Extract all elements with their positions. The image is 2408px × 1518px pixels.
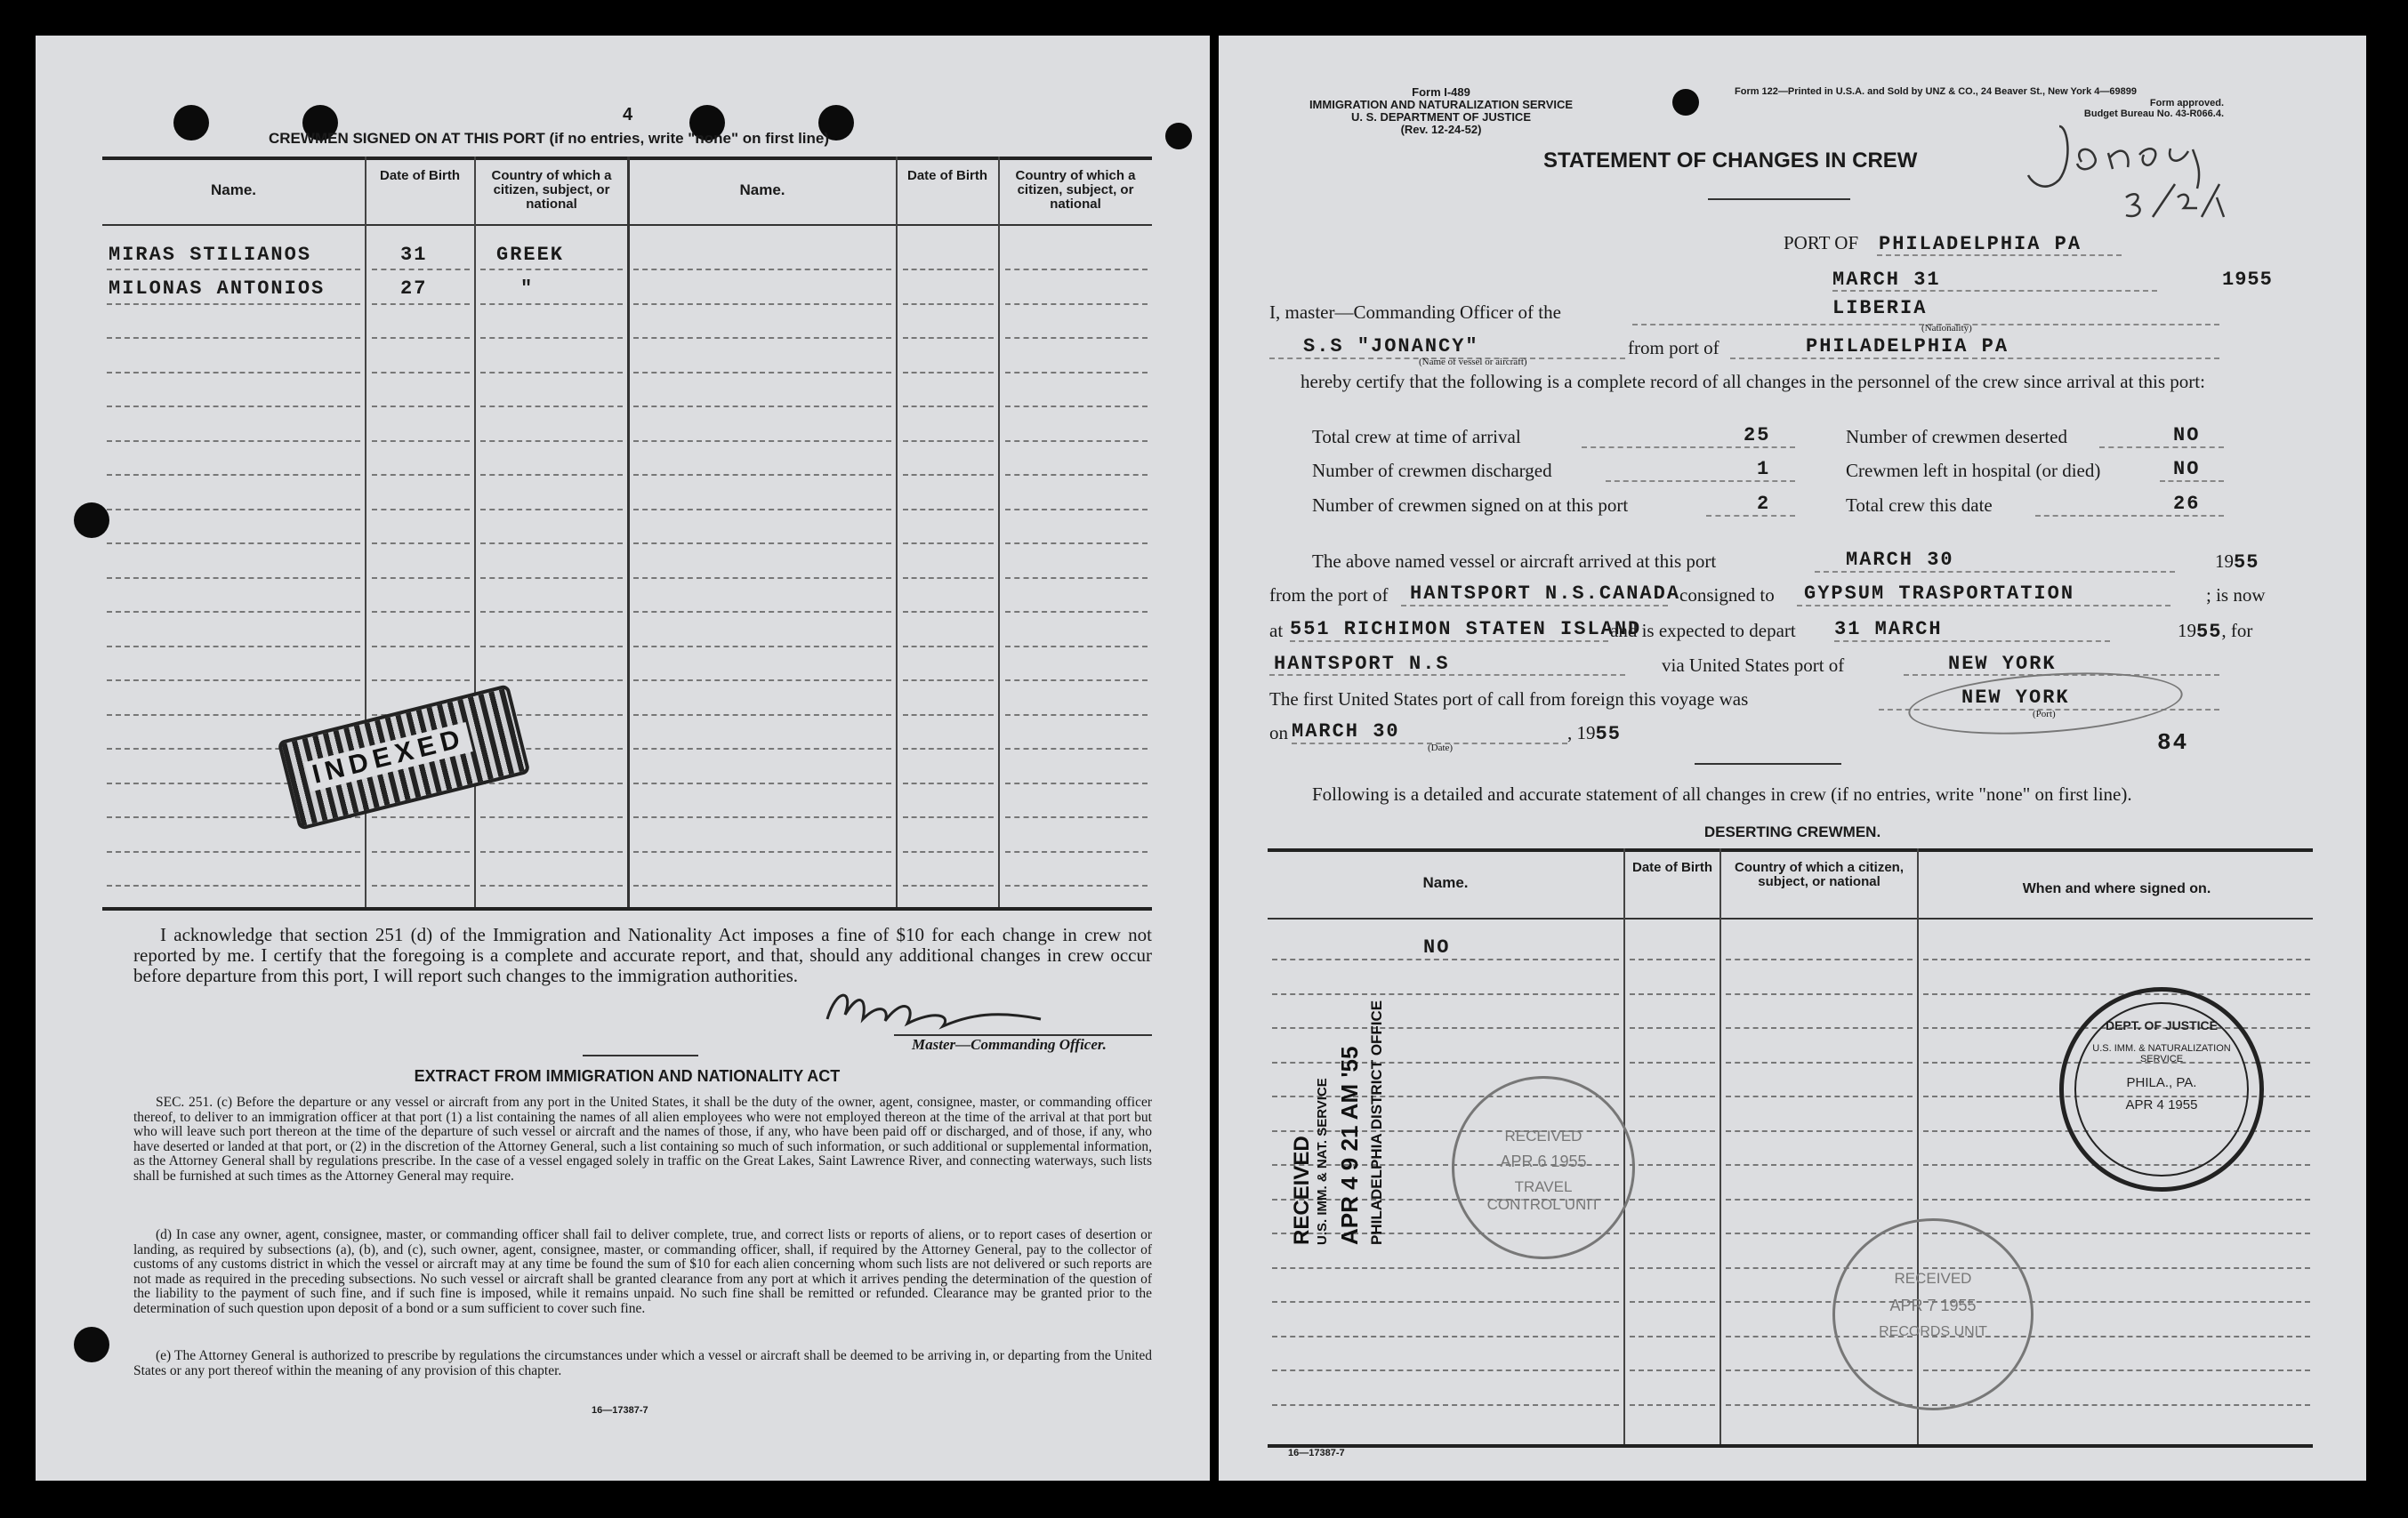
crew-count-note: 84 — [2157, 729, 2189, 756]
via-label: via United States port of — [1662, 655, 1845, 676]
date-value: MARCH 31 — [1832, 269, 1941, 291]
stat-label: Number of crewmen signed on at this port — [1312, 494, 1629, 516]
extract-paragraph: (d) In case any owner, agent, consignee, master, or commanding officer shall fail to deliver complete, true, and correct lists or reports of aliens, or to report cases of desertion or landing, as required by subsections (a), (b), and (c), such owner, agent, consignee, master, or commanding officer, shall, if required by the Attorney General, pay to the collector of customs of any customs district in which the vessel or aircraft may at any time be found the sum of $10 for each alien concerning whom such lists are not delivered or such reports are not made as required in the preceding subsections. No such vessel or aircraft shall be granted clearance from any port at which it arrives pending the determination of the question of the liability to the payment of such fine, and if such fine is imposed, while it remains unpaid. No such fine shall be remitted or refunded. Clearance may be granted prior to the determination of such question upon deposit of a bond or a sum sufficient to cover such fine. — [133, 1227, 1152, 1316]
desert-col-dob: Date of Birth — [1632, 860, 1712, 875]
right-page: Form I-489 IMMIGRATION AND NATURALIZATION SERVICE U. S. DEPARTMENT OF JUSTICE (Rev. 12-24-52) Form 122—Printed in U.S.A. and Sold by UNZ & CO., 24 Beaver St., New York 4—69899 Form approved. Budget Bureau No. 43-R066.4. STATEMENT OF CHANGES IN CREW PORT OF PHILADELPHIA PA MARCH 31 1955 I, master—Commanding Officer of the LIBERIA (Nationality) S.S "JONANCY" (Name of vessel or aircraft) from port of PHILADELPHIA PA hereby certify that the following is a complete record of all changes in the personnel of the crew since arrival at this port: Total crew at time of arrival 25 Number of crewmen deserted NO Number of crewmen discharged 1 Crewmen left in hospital (or died) NO Number of crewmen signed on at this port 2 Total crew this date 26 The above named vessel or aircraft arrived at this port MARCH 30 1955 from the port of HANTSPORT N.S.CANADA consigned to GYPSUM TRASPORTATION ; is now at 551 RICHIMON STATEN ISLAND and is expected to depart 31 MARCH 1955, for HANTSPORT N.S via United States port of NEW YORK The first United States port of call from foreign this voyage was NEW YORK (Port) on MARCH 30 (Date) , 1955 84 Following is a detailed and accurate statement of all changes in crew (if no entries, write "none" on first line). DESERTING CREWMEN. Name. Date of Birth Country of which a citizen, subject, or national When and where signed on. NO RECEIVED U.S. IMM. & NAT. SERVICE APR 4 9 21 AM '55 PHILADELPHIA DISTRICT OFFICE RECEIVED APR 6 1955 TRAVEL CONTROL UNIT DEPT. OF JUSTICE U.S. IMM. & NATURALIZATION SERVICE PHILA., PA. APR 4 1955 RECEIVED APR 7 1955 RECORDS UNIT 16—17387-7 — [1219, 36, 2366, 1481]
budget-note: Form approved. Budget Bureau No. 43-R066.4. — [2083, 98, 2224, 119]
stat-label: Crewmen left in hospital (or died) — [1846, 460, 2101, 481]
extract-title: EXTRACT FROM IMMIGRATION AND NATIONALITY ACT — [414, 1067, 841, 1085]
first-port-caption: (Port) — [2033, 709, 2056, 719]
on-caption: (Date) — [1428, 743, 1454, 753]
arrived-date: MARCH 30 — [1846, 549, 1954, 571]
expected-label: and is expected to depart — [1610, 620, 1796, 641]
desert-col-name: Name. — [1422, 874, 1469, 891]
from-port2-value: HANTSPORT N.S.CANADA — [1410, 582, 1681, 605]
consigned-value: GYPSUM TRASPORTATION — [1804, 582, 2075, 605]
col-name-header-2: Name. — [739, 181, 785, 198]
on-label: on — [1269, 722, 1288, 743]
crew-country: GREEK — [496, 244, 565, 266]
crew-age: 31 — [400, 244, 428, 266]
col-country-header-2: Country of which a citizen, subject, or national — [1015, 168, 1136, 212]
crew-name: MILONAS ANTONIOS — [109, 277, 326, 300]
arrived-label: The above named vessel or aircraft arrived at this port — [1312, 550, 1717, 572]
route-circle-annotation — [1906, 664, 2185, 742]
vessel-value: S.S "JONANCY" — [1303, 335, 1479, 357]
deserting-heading: DESERTING CREWMEN. — [1703, 823, 1881, 840]
signature-caption: Master—Commanding Officer. — [894, 1034, 1152, 1054]
from-port2-label: from the port of — [1269, 584, 1389, 606]
section-heading: CREWMEN SIGNED ON AT THIS PORT (if no entries, write "none" on first line) — [269, 130, 830, 147]
crew-name: MIRAS STILIANOS — [109, 244, 312, 266]
printer-note: Form 122—Printed in U.S.A. and Sold by UNZ & CO., 24 Beaver St., New York 4—69899 — [1735, 86, 2137, 97]
arrived-year: 55 — [2234, 551, 2259, 574]
form-block: Form I-489 IMMIGRATION AND NATURALIZATION SERVICE U. S. DEPARTMENT OF JUSTICE (Rev. 12-24-52) — [1309, 85, 1574, 136]
first-port-value: NEW YORK — [1961, 687, 2070, 709]
col-dob-header: Date of Birth — [380, 168, 460, 183]
master-label: I, master—Commanding Officer of the — [1269, 301, 1561, 323]
stat-value: 26 — [2173, 493, 2201, 515]
records-unit-stamp: RECEIVED APR 7 1955 RECORDS UNIT — [1832, 1218, 2034, 1410]
stat-label: Number of crewmen discharged — [1312, 460, 1552, 481]
following-text: Following is a detailed and accurate statement of all changes in crew (if no entries, write "none" on first line). — [1312, 783, 2132, 805]
stat-value: 25 — [1744, 424, 1771, 446]
page-number: 4 — [623, 105, 633, 124]
justice-seal-stamp: DEPT. OF JUSTICE U.S. IMM. & NATURALIZATION SERVICE PHILA., PA. APR 4 1955 — [2059, 987, 2264, 1192]
footer-code: 16—17387-7 — [592, 1405, 648, 1416]
nationality-value: LIBERIA — [1832, 297, 1928, 319]
certify-text: hereby certify that the following is a complete record of all changes in the personnel of the crew since arrival at this port: — [1301, 371, 2205, 392]
footer-code: 16—17387-7 — [1288, 1448, 1345, 1458]
form-title: STATEMENT OF CHANGES IN CREW — [1543, 149, 1918, 173]
punch-hole — [173, 105, 209, 141]
crew-country: " — [520, 277, 535, 300]
stat-label: Total crew at time of arrival — [1312, 426, 1521, 447]
punch-hole — [74, 502, 109, 538]
port-value: PHILADELPHIA PA — [1879, 233, 2082, 255]
at-value: 551 RICHIMON STATEN ISLAND — [1290, 618, 1642, 640]
stat-value: 1 — [1757, 458, 1771, 480]
from-port-label: from port of — [1628, 337, 1719, 358]
desert-first-entry: NO — [1423, 936, 1451, 959]
stat-value: NO — [2173, 458, 2201, 480]
nationality-caption: (Nationality) — [1921, 323, 1972, 333]
handwritten-note — [2019, 108, 2233, 233]
desert-col-country: Country of which a citizen, subject, or national — [1734, 860, 1904, 889]
punch-hole — [74, 1327, 109, 1362]
depart-value: 31 MARCH — [1834, 618, 1943, 640]
stat-value: 2 — [1757, 493, 1771, 515]
first-port-label: The first United States port of call from foreign this voyage was — [1269, 688, 1749, 710]
depart-year: 55 — [2196, 621, 2222, 643]
year-value: 1955 — [2222, 269, 2273, 291]
travel-control-stamp: RECEIVED APR 6 1955 TRAVEL CONTROL UNIT — [1452, 1076, 1635, 1259]
desert-col-signed: When and where signed on. — [2022, 881, 2211, 896]
stat-value: NO — [2173, 424, 2201, 446]
vessel-caption: (Name of vessel or aircraft) — [1419, 357, 1527, 367]
stat-label: Number of crewmen deserted — [1846, 426, 2067, 447]
crew-age: 27 — [400, 277, 428, 300]
destination-value: HANTSPORT N.S — [1274, 653, 1450, 675]
indexed-stamp: INDEXED — [278, 684, 531, 831]
left-page — [36, 36, 1210, 1481]
acknowledgment: I acknowledge that section 251 (d) of the Immigration and Nationality Act imposes a fine of $10 for each change in crew not reported by me. I certify that the foregoing is a complete and accurate report, and that, should any additional changes in crew occur before departure from this port, I will report such changes to the immigration authorities. — [133, 924, 1152, 986]
arrived-year-prefix: 19 — [2215, 550, 2234, 572]
at-label: at — [1269, 620, 1284, 641]
on-value: MARCH 30 — [1292, 720, 1400, 743]
via-value: NEW YORK — [1948, 653, 2057, 675]
from-port-value: PHILADELPHIA PA — [1806, 335, 2009, 357]
master-signature — [818, 984, 1050, 1037]
depart-year-prefix: 19 — [2178, 620, 2196, 641]
on-year: 55 — [1595, 723, 1621, 745]
col-country-header: Country of which a citizen, subject, or national — [491, 168, 612, 212]
consigned-label: consigned to — [1679, 584, 1775, 606]
punch-hole — [1672, 89, 1699, 116]
col-dob-header-2: Date of Birth — [907, 168, 987, 183]
extract-paragraph: (e) The Attorney General is authorized to prescribe by regulations the circumstances under which a vessel or aircraft shall be deemed to be arriving in, or departing from the United States or any port thereof within the meaning of any provision of this chapter. — [133, 1348, 1152, 1378]
stat-label: Total crew this date — [1846, 494, 1993, 516]
for-label: , for — [2221, 620, 2253, 641]
extract-paragraph: SEC. 251. (c) Before the departure or any vessel or aircraft from any port in the United States, it shall be the duty of the owner, agent, consignee, master, or commanding officer thereof, to deliver to an immigration officer at that port (1) a list containing the names of all alien employees who were not employed thereon at the time of the arrival at that port but who will leave such port thereon at the time of the departure of such vessel or aircraft and the names of those, if any, who have been paid off or discharged, and of those, if any, who have deserted or landed at that port, or (2) in the discretion of the Attorney General, such a list containing so much of such information, or such additional or supplemental information, as the Attorney General shall by regulations prescribe. In the case of a vessel engaged solely in traffic on the Great Lakes, Saint Lawrence River, and connecting waterways, such lists shall be furnished at such times as the Attorney General may require. — [133, 1095, 1152, 1184]
on-year-prefix: , 19 — [1567, 722, 1596, 743]
is-now-label: ; is now — [2206, 584, 2266, 606]
port-label: PORT OF — [1784, 232, 1859, 253]
col-name-header: Name. — [210, 181, 257, 198]
